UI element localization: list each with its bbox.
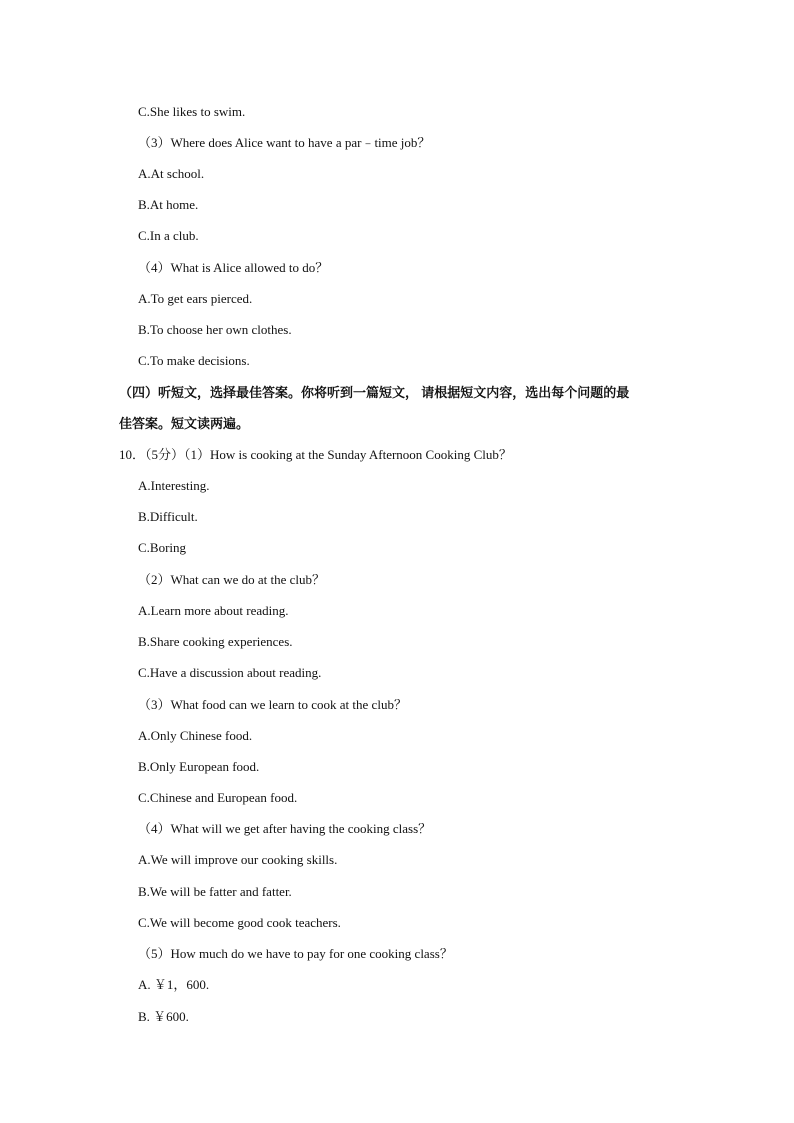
option-text: A.To get ears pierced. (138, 291, 253, 306)
option-text: B.Only European food. (138, 759, 260, 774)
question-number-text: 10．（5分）（1）How is cooking at the Sunday Afternoon Cooking Club？ (119, 447, 512, 462)
option-text: A.Learn more about reading. (138, 603, 289, 618)
option-text: A.At school. (138, 166, 205, 181)
option-text: A.We will improve our cooking skills. (138, 852, 338, 867)
option-text: B.At home. (138, 197, 199, 212)
option-text: B.Difficult. (138, 509, 198, 524)
option-text: C.To make decisions. (138, 353, 250, 368)
option-text: A.Interesting. (138, 478, 210, 493)
section-heading-continued: 佳答案。短文读两遍。 (119, 416, 250, 431)
question-text: （4）What is Alice allowed to do？ (138, 260, 329, 275)
option-text: A. ￥1，600. (138, 977, 210, 992)
option-text: C.In a club. (138, 228, 199, 243)
option-text: B.We will be fatter and fatter. (138, 884, 292, 899)
option-text: B.Share cooking experiences. (138, 634, 293, 649)
option-text: C.She likes to swim. (138, 104, 246, 119)
question-text: （5）How much do we have to pay for one cooking class？ (138, 946, 453, 961)
option-text: C.Chinese and European food. (138, 790, 298, 805)
option-text: C.We will become good cook teachers. (138, 915, 341, 930)
option-text: B. ￥600. (138, 1009, 189, 1024)
question-text: （4）What will we get after having the cooking class？ (138, 821, 432, 836)
option-text: A.Only Chinese food. (138, 728, 253, 743)
option-text: B.To choose her own clothes. (138, 322, 292, 337)
option-text: C.Have a discussion about reading. (138, 665, 322, 680)
question-text: （3）What food can we learn to cook at the club？ (138, 697, 407, 712)
question-text: （3）Where does Alice want to have a par﹣time job？ (138, 135, 431, 150)
question-text: （2）What can we do at the club？ (138, 572, 325, 587)
option-text: C.Boring (138, 540, 187, 555)
section-heading: （四）听短文，选择最佳答案。你将听到一篇短文， 请根据短文内容，选出每个问题的最 (119, 385, 630, 400)
